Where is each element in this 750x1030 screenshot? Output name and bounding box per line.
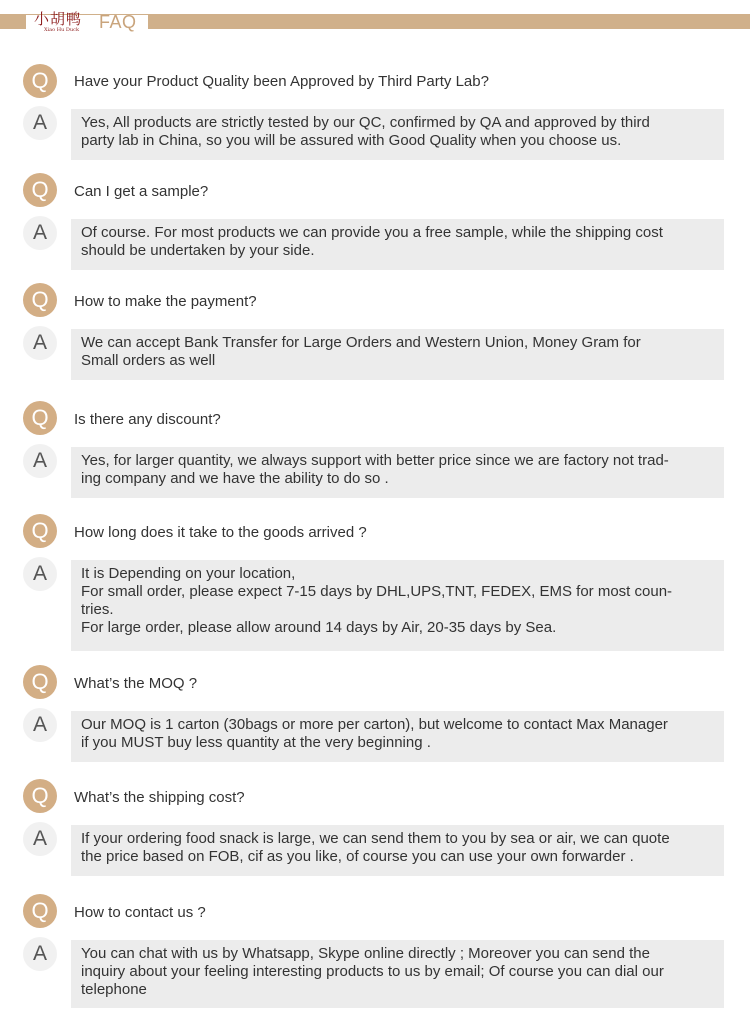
question-text: How long does it take to the goods arrived ? — [74, 524, 367, 541]
question-text: Is there any discount? — [74, 411, 221, 428]
answer-text: Yes, for larger quantity, we always support with better price since we are factory not trad- ing company and we have the ability to do so . — [81, 452, 669, 487]
question-icon: Q — [23, 779, 57, 813]
answer-box — [71, 940, 724, 1008]
answer-box — [71, 711, 724, 762]
answer-text: If your ordering food snack is large, we can send them to you by sea or air, we can quote the price based on FOB, cif as you like, of course you can use your own forwarder . — [81, 830, 670, 865]
answer-icon: A — [23, 216, 57, 250]
question-text: How to contact us ? — [74, 904, 206, 921]
question-icon: Q — [23, 64, 57, 98]
question-text: What’s the shipping cost? — [74, 789, 245, 806]
answer-text: Of course. For most products we can provide you a free sample, while the shipping cost should be undertaken by your side. — [81, 224, 663, 259]
answer-icon: A — [23, 326, 57, 360]
answer-text: Yes, All products are strictly tested by our QC, confirmed by QA and approved by third party lab in China, so you will be assured with Good Quality when you choose us. — [81, 114, 650, 149]
question-text: Have your Product Quality been Approved by Third Party Lab? — [74, 73, 489, 90]
question-icon: Q — [23, 401, 57, 435]
logo-english-text: Xiao Hu Duck — [44, 27, 79, 33]
page-title: FAQ — [99, 12, 137, 32]
answer-icon: A — [23, 937, 57, 971]
answer-box — [71, 560, 724, 651]
answer-icon: A — [23, 557, 57, 591]
question-text: How to make the payment? — [74, 293, 257, 310]
question-text: What’s the MOQ ? — [74, 675, 198, 692]
question-icon: Q — [23, 665, 57, 699]
question-text: Can I get a sample? — [74, 183, 209, 200]
brand-logo — [34, 8, 96, 38]
answer-text: You can chat with us by Whatsapp, Skype online directly ; Moreover you can send the inquiry about your feeling interesting products to us by email; Of course you can dial our telephone — [81, 945, 664, 998]
answer-box — [71, 447, 724, 498]
question-icon: Q — [23, 514, 57, 548]
question-icon: Q — [23, 894, 57, 928]
answer-box — [71, 825, 724, 876]
answer-box — [71, 109, 724, 160]
answer-box — [71, 219, 724, 270]
answer-text: We can accept Bank Transfer for Large Orders and Western Union, Money Gram for Small orders as well — [81, 334, 641, 369]
question-icon: Q — [23, 173, 57, 207]
answer-icon: A — [23, 708, 57, 742]
answer-box — [71, 329, 724, 380]
answer-text: It is Depending on your location, For small order, please expect 7-15 days by DHL,UPS,TNT, FEDEX, EMS for most coun- tries. For large order, please allow around 14 days by Air, 20-35 days by Sea. — [81, 565, 673, 636]
answer-text: Our MOQ is 1 carton (30bags or more per carton), but welcome to contact Max Manager if you MUST buy less quantity at the very beginning . — [81, 716, 668, 751]
answer-icon: A — [23, 822, 57, 856]
answer-icon: A — [23, 444, 57, 478]
logo-chinese-text: 小胡鸭 — [34, 10, 83, 28]
question-icon: Q — [23, 283, 57, 317]
page-header — [0, 0, 750, 40]
answer-icon: A — [23, 106, 57, 140]
header-bar-left — [0, 15, 26, 29]
header-bar-right — [148, 15, 750, 29]
